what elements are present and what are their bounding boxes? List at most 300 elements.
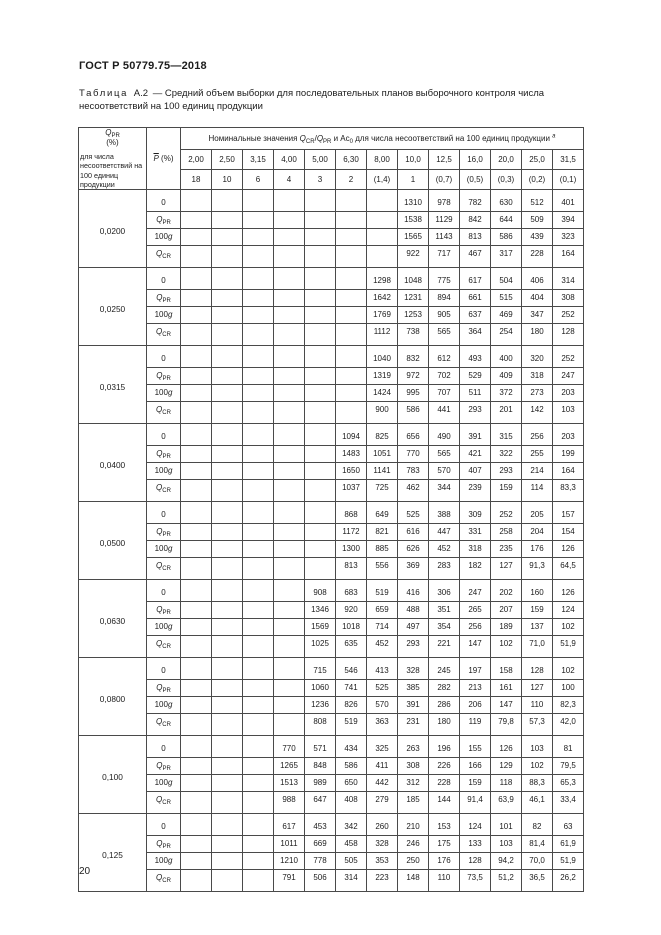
column-header-ratio: 2,00: [181, 150, 212, 170]
data-cell: 1040: [367, 346, 398, 368]
row-label: $Q_{CR}$: [147, 402, 181, 424]
data-cell: [305, 480, 336, 502]
data-cell: [181, 402, 212, 424]
data-cell: 126: [553, 541, 584, 558]
data-cell: 137: [522, 619, 553, 636]
column-header-ratio: 10,0: [398, 150, 429, 170]
data-cell: 351: [429, 602, 460, 619]
table-row: [79, 558, 584, 580]
data-cell: 978: [429, 190, 460, 212]
data-cell: 256: [522, 424, 553, 446]
data-cell: 102: [553, 619, 584, 636]
column-header-ratio: 16,0: [460, 150, 491, 170]
data-cell: 900: [367, 402, 398, 424]
data-cell: [243, 402, 274, 424]
data-cell: 147: [491, 697, 522, 714]
data-cell: 246: [398, 836, 429, 853]
data-cell: 322: [491, 446, 522, 463]
data-cell: 103: [491, 836, 522, 853]
data-cell: [181, 736, 212, 758]
column-header-ac: 2: [336, 170, 367, 190]
row-label: 100g: [147, 541, 181, 558]
data-cell: [243, 290, 274, 307]
data-cell: [367, 190, 398, 212]
row-label: 0: [147, 502, 181, 524]
data-cell: [274, 480, 305, 502]
data-cell: 1319: [367, 368, 398, 385]
data-cell: 416: [398, 580, 429, 602]
data-cell: [336, 190, 367, 212]
data-cell: 213: [460, 680, 491, 697]
data-cell: [305, 229, 336, 246]
data-cell: [181, 324, 212, 346]
data-cell: 702: [429, 368, 460, 385]
data-cell: 221: [429, 636, 460, 658]
data-cell: 556: [367, 558, 398, 580]
data-cell: 813: [460, 229, 491, 246]
column-header-ac: 18: [181, 170, 212, 190]
data-cell: 328: [398, 658, 429, 680]
data-cell: [243, 424, 274, 446]
data-cell: [305, 324, 336, 346]
table-caption-word: Таблица: [79, 88, 129, 99]
data-cell: 175: [429, 836, 460, 853]
data-cell: 586: [398, 402, 429, 424]
data-cell: 404: [522, 290, 553, 307]
data-cell: 306: [429, 580, 460, 602]
data-cell: 223: [367, 870, 398, 892]
data-cell: [212, 680, 243, 697]
data-cell: [243, 324, 274, 346]
data-cell: 905: [429, 307, 460, 324]
data-cell: 1129: [429, 212, 460, 229]
data-cell: [305, 524, 336, 541]
data-cell: 515: [491, 290, 522, 307]
data-cell: 144: [429, 792, 460, 814]
data-cell: 617: [460, 268, 491, 290]
data-cell: 273: [522, 385, 553, 402]
data-cell: [181, 463, 212, 480]
data-cell: 778: [305, 853, 336, 870]
data-cell: 529: [460, 368, 491, 385]
data-cell: 164: [553, 463, 584, 480]
data-cell: 650: [336, 775, 367, 792]
data-cell: [212, 853, 243, 870]
data-cell: 447: [429, 524, 460, 541]
data-cell: 885: [367, 541, 398, 558]
data-cell: 210: [398, 814, 429, 836]
column-header-ratio: 25,0: [522, 150, 553, 170]
data-cell: 616: [398, 524, 429, 541]
data-cell: 159: [460, 775, 491, 792]
data-cell: [181, 246, 212, 268]
data-cell: 94,2: [491, 853, 522, 870]
data-cell: [181, 814, 212, 836]
data-cell: 546: [336, 658, 367, 680]
data-cell: [243, 541, 274, 558]
data-cell: [212, 714, 243, 736]
data-cell: 669: [305, 836, 336, 853]
data-cell: 506: [305, 870, 336, 892]
data-cell: [243, 636, 274, 658]
row-label: $Q_{CR}$: [147, 792, 181, 814]
row-label: $Q_{CR}$: [147, 480, 181, 502]
data-cell: 308: [398, 758, 429, 775]
data-cell: 258: [491, 524, 522, 541]
data-cell: [243, 697, 274, 714]
data-cell: 283: [429, 558, 460, 580]
qpr-group-value: 0,0500: [79, 502, 147, 580]
qpr-group-value: 0,0630: [79, 580, 147, 658]
data-cell: 1094: [336, 424, 367, 446]
column-header-ac: 10: [212, 170, 243, 190]
data-cell: 369: [398, 558, 429, 580]
table-row: [79, 758, 584, 775]
data-cell: 286: [429, 697, 460, 714]
data-cell: 57,3: [522, 714, 553, 736]
data-cell: [212, 524, 243, 541]
data-cell: 73,5: [460, 870, 491, 892]
row-label: 0: [147, 268, 181, 290]
data-cell: 354: [429, 619, 460, 636]
data-cell: [243, 480, 274, 502]
data-cell: [274, 714, 305, 736]
data-cell: [243, 229, 274, 246]
data-cell: 79,5: [553, 758, 584, 775]
row-label: $Q_{CR}$: [147, 636, 181, 658]
data-cell: [212, 636, 243, 658]
data-cell: 1650: [336, 463, 367, 480]
data-cell: 1048: [398, 268, 429, 290]
data-cell: [181, 541, 212, 558]
data-cell: 71,0: [522, 636, 553, 658]
table-row: [79, 346, 584, 368]
data-cell: [181, 870, 212, 892]
data-cell: 293: [460, 402, 491, 424]
data-cell: [212, 480, 243, 502]
data-cell: 203: [553, 424, 584, 446]
data-cell: 202: [491, 580, 522, 602]
column-header-ac: (0,7): [429, 170, 460, 190]
data-cell: 1236: [305, 697, 336, 714]
data-cell: [305, 502, 336, 524]
data-cell: 33,4: [553, 792, 584, 814]
row-label: $Q_{PR}$: [147, 446, 181, 463]
data-cell: [305, 246, 336, 268]
data-cell: 88,3: [522, 775, 553, 792]
data-cell: 452: [367, 636, 398, 658]
data-cell: [212, 602, 243, 619]
data-cell: 391: [398, 697, 429, 714]
table-row: [79, 463, 584, 480]
data-cell: [336, 368, 367, 385]
table-row: [79, 502, 584, 524]
data-cell: [212, 324, 243, 346]
data-cell: 922: [398, 246, 429, 268]
data-cell: [212, 346, 243, 368]
data-cell: [274, 463, 305, 480]
data-cell: 363: [367, 714, 398, 736]
data-cell: [305, 385, 336, 402]
data-cell: 265: [460, 602, 491, 619]
data-cell: 293: [491, 463, 522, 480]
data-cell: 1172: [336, 524, 367, 541]
row-label: 100g: [147, 697, 181, 714]
data-cell: 525: [367, 680, 398, 697]
data-cell: 372: [491, 385, 522, 402]
data-cell: 320: [522, 346, 553, 368]
data-cell: 61,9: [553, 836, 584, 853]
data-cell: [181, 212, 212, 229]
row-label: $Q_{CR}$: [147, 324, 181, 346]
table-row: [79, 290, 584, 307]
data-cell: 525: [398, 502, 429, 524]
data-cell: 458: [336, 836, 367, 853]
data-cell: 353: [367, 853, 398, 870]
data-cell: 1769: [367, 307, 398, 324]
data-cell: 185: [398, 792, 429, 814]
data-cell: [243, 758, 274, 775]
data-cell: [274, 541, 305, 558]
table-body: [79, 190, 584, 892]
table-row: [79, 619, 584, 636]
data-cell: [305, 290, 336, 307]
data-cell: [243, 836, 274, 853]
data-cell: 644: [491, 212, 522, 229]
data-cell: 715: [305, 658, 336, 680]
data-cell: 452: [429, 541, 460, 558]
data-cell: 400: [491, 346, 522, 368]
data-cell: 128: [460, 853, 491, 870]
data-cell: 586: [491, 229, 522, 246]
data-cell: 101: [491, 814, 522, 836]
row-label: 100g: [147, 307, 181, 324]
data-cell: [181, 307, 212, 324]
data-cell: 1112: [367, 324, 398, 346]
corner-symbol: $Q_{PR}$: [105, 128, 120, 139]
table-row: [79, 385, 584, 402]
data-cell: 128: [522, 658, 553, 680]
row-label: $Q_{PR}$: [147, 212, 181, 229]
data-cell: [181, 346, 212, 368]
data-cell: [212, 446, 243, 463]
row-label: $Q_{CR}$: [147, 558, 181, 580]
data-cell: 364: [460, 324, 491, 346]
data-cell: [243, 680, 274, 697]
data-cell: [274, 424, 305, 446]
data-cell: 1642: [367, 290, 398, 307]
data-cell: [305, 307, 336, 324]
data-cell: [212, 385, 243, 402]
row-label: 100g: [147, 385, 181, 402]
data-cell: 1025: [305, 636, 336, 658]
data-cell: 128: [553, 324, 584, 346]
table-row: [79, 268, 584, 290]
data-cell: 118: [491, 775, 522, 792]
data-cell: [367, 246, 398, 268]
data-cell: 245: [429, 658, 460, 680]
data-cell: 81,4: [522, 836, 553, 853]
row-label: 0: [147, 580, 181, 602]
data-cell: 124: [460, 814, 491, 836]
data-cell: 127: [491, 558, 522, 580]
data-cell: 571: [305, 736, 336, 758]
data-cell: [212, 268, 243, 290]
data-cell: 256: [460, 619, 491, 636]
data-cell: 36,5: [522, 870, 553, 892]
data-cell: [181, 758, 212, 775]
data-cell: 331: [460, 524, 491, 541]
data-cell: 1424: [367, 385, 398, 402]
column-header-ratio: 2,50: [212, 150, 243, 170]
data-cell: 127: [522, 680, 553, 697]
data-cell: 51,2: [491, 870, 522, 892]
data-cell: 832: [398, 346, 429, 368]
data-cell: [274, 524, 305, 541]
data-cell: [181, 680, 212, 697]
data-cell: 783: [398, 463, 429, 480]
data-cell: 323: [553, 229, 584, 246]
data-cell: [367, 229, 398, 246]
data-cell: 81: [553, 736, 584, 758]
data-cell: 1210: [274, 853, 305, 870]
table-row: [79, 480, 584, 502]
data-cell: 207: [491, 602, 522, 619]
data-cell: 988: [274, 792, 305, 814]
data-cell: 147: [460, 636, 491, 658]
data-cell: 51,9: [553, 853, 584, 870]
data-cell: 659: [367, 602, 398, 619]
data-cell: 328: [367, 836, 398, 853]
data-cell: [243, 268, 274, 290]
data-cell: 91,3: [522, 558, 553, 580]
table-row: [79, 680, 584, 697]
data-cell: 385: [398, 680, 429, 697]
table-row: [79, 814, 584, 836]
data-cell: 91,4: [460, 792, 491, 814]
data-cell: 707: [429, 385, 460, 402]
data-cell: [274, 346, 305, 368]
table-row: [79, 870, 584, 892]
qpr-group-value: 0,0800: [79, 658, 147, 736]
data-cell: [243, 385, 274, 402]
table-row: [79, 524, 584, 541]
qpr-group-value: 0,0400: [79, 424, 147, 502]
table-row: [79, 714, 584, 736]
data-cell: 157: [553, 502, 584, 524]
data-cell: 154: [553, 524, 584, 541]
data-cell: 205: [522, 502, 553, 524]
data-cell: [212, 558, 243, 580]
data-cell: [212, 580, 243, 602]
data-cell: 388: [429, 502, 460, 524]
data-cell: [212, 697, 243, 714]
data-cell: [305, 424, 336, 446]
data-cell: 1253: [398, 307, 429, 324]
column-header-ratio: 4,00: [274, 150, 305, 170]
data-cell: 214: [522, 463, 553, 480]
data-cell: 612: [429, 346, 460, 368]
data-cell: 813: [336, 558, 367, 580]
data-cell: 309: [460, 502, 491, 524]
data-cell: 129: [491, 758, 522, 775]
data-cell: 570: [367, 697, 398, 714]
data-cell: [274, 619, 305, 636]
row-label: 0: [147, 814, 181, 836]
data-cell: 908: [305, 580, 336, 602]
data-cell: 70,0: [522, 853, 553, 870]
data-cell: 126: [553, 580, 584, 602]
data-cell: [274, 324, 305, 346]
data-cell: 176: [429, 853, 460, 870]
data-cell: 441: [429, 402, 460, 424]
data-cell: 647: [305, 792, 336, 814]
data-cell: [212, 870, 243, 892]
data-cell: [243, 502, 274, 524]
data-cell: 467: [460, 246, 491, 268]
column-header-ac: 3: [305, 170, 336, 190]
column-header-ac: (1,4): [367, 170, 398, 190]
data-cell: [212, 402, 243, 424]
data-cell: [336, 212, 367, 229]
data-cell: 462: [398, 480, 429, 502]
column-header-ac: 1: [398, 170, 429, 190]
data-cell: 509: [522, 212, 553, 229]
data-cell: 586: [336, 758, 367, 775]
data-cell: [243, 368, 274, 385]
data-cell: [212, 290, 243, 307]
header-nominal-values: Номинальные значения $Q_{CR}/Q_{PR}$ и $Ac_0$ для числа несоответствий на 100 единиц продукции $^а$: [181, 128, 584, 150]
data-cell: 411: [367, 758, 398, 775]
data-cell: [274, 558, 305, 580]
data-cell: 159: [522, 602, 553, 619]
data-cell: [212, 541, 243, 558]
table-row: [79, 602, 584, 619]
data-cell: 252: [553, 346, 584, 368]
data-cell: 972: [398, 368, 429, 385]
data-cell: [274, 402, 305, 424]
corner-unit: (%): [106, 138, 119, 148]
data-cell: 656: [398, 424, 429, 446]
table-row: [79, 836, 584, 853]
data-cell: 717: [429, 246, 460, 268]
data-cell: 1569: [305, 619, 336, 636]
data-cell: 617: [274, 814, 305, 836]
data-cell: 204: [522, 524, 553, 541]
data-cell: 791: [274, 870, 305, 892]
data-cell: 1346: [305, 602, 336, 619]
data-cell: 102: [553, 658, 584, 680]
table-row: [79, 792, 584, 814]
data-cell: 263: [398, 736, 429, 758]
data-cell: [274, 502, 305, 524]
data-cell: 26,2: [553, 870, 584, 892]
data-cell: 159: [491, 480, 522, 502]
data-cell: [181, 424, 212, 446]
row-label: 100g: [147, 619, 181, 636]
table-row: [79, 636, 584, 658]
data-cell: 453: [305, 814, 336, 836]
data-cell: 142: [522, 402, 553, 424]
data-cell: 497: [398, 619, 429, 636]
data-cell: [274, 368, 305, 385]
table-row: [79, 368, 584, 385]
data-cell: 247: [553, 368, 584, 385]
page-number: 20: [79, 866, 91, 877]
data-cell: [181, 480, 212, 502]
data-cell: 842: [460, 212, 491, 229]
column-header-ratio: 20,0: [491, 150, 522, 170]
